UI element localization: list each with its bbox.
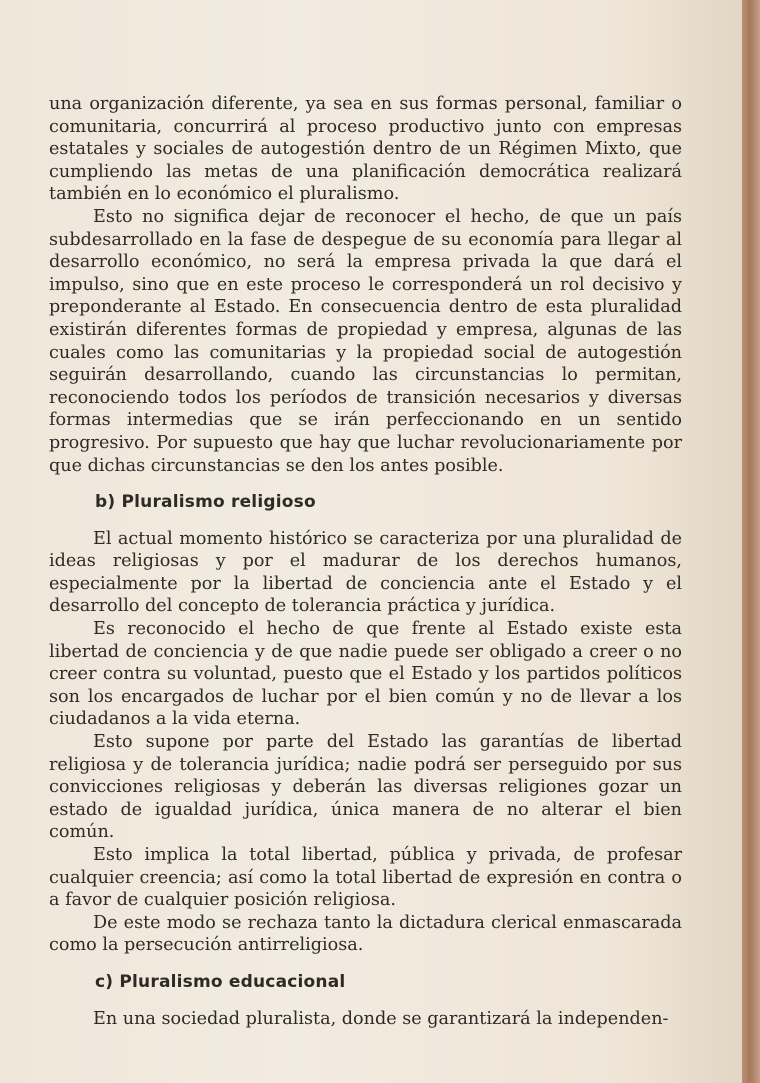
paragraph: De este modo se rechaza tanto la dictadura clerical enmascarada como la persecución antirreligiosa. [49,912,682,956]
paragraph: Esto implica la total libertad, pública y privada, de profesar cualquier creencia; así como la total libertad de expresión en contra o a favor de cualquier posición religiosa. [49,845,682,911]
page-edge [742,0,760,1083]
section-heading-educacional: c) Pluralismo educacional [95,971,346,992]
paragraph: El actual momento histórico se caracteriza por una pluralidad de ideas religiosas y por el madurar de los derechos humanos, especialmente por la libertad de conciencia ante el Estado y el desarrollo del concepto de tolerancia práctica y jurídica. [49,528,682,617]
paragraph: Esto no significa dejar de reconocer el hecho, de que un país subdesarrollado en la fase de despegue de su economía para llegar al desarrollo económico, no será la empresa privada la que dará el impulso, sino que en este proceso le corresponderá un rol decisivo y preponderante al Estado. En consecuencia dentro de esta pluralidad existirán diferentes formas de propiedad y empresa, algunas de las cuales como las comunitarias y la propiedad social de autogestión seguirán desarrollando, cuando las circunstancias lo permitan, reconociendo todos los períodos de transición necesarios y diversas formas intermedias que se irán perfeccionando en un sentido progresivo. Por supuesto que hay que luchar revolucionariamente por que dichas circunstancias se den los antes posible. [49,206,682,476]
section-heading-religioso: b) Pluralismo religioso [95,492,316,513]
paragraph: En una sociedad pluralista, donde se garantizará la independen- [93,1008,669,1029]
paragraph: Esto supone por parte del Estado las garantías de libertad religiosa y de tolerancia jurídica; nadie podrá ser perseguido por sus convicciones religiosas y deberán las diversas religiones gozar un estado de igualdad jurídica, única manera de no alterar el bien común. [49,732,682,843]
paragraph: una organización diferente, ya sea en sus formas personal, familiar o comunitaria, concurrirá al proceso productivo junto con empresas estatales y sociales de autogestión dentro de un Régimen Mixto, que cumpliendo las metas de una planificación democrática realizará también en lo económico el pluralismo. [49,94,682,205]
page-text [49,93,682,1030]
paragraph: Es reconocido el hecho de que frente al Estado existe esta libertad de conciencia y de que nadie puede ser obligado a creer o no creer contra su voluntad, puesto que el Estado y los partidos políticos son los encargados de luchar por el bien común y no de llevar a los ciudadanos a la vida eterna. [49,619,682,730]
